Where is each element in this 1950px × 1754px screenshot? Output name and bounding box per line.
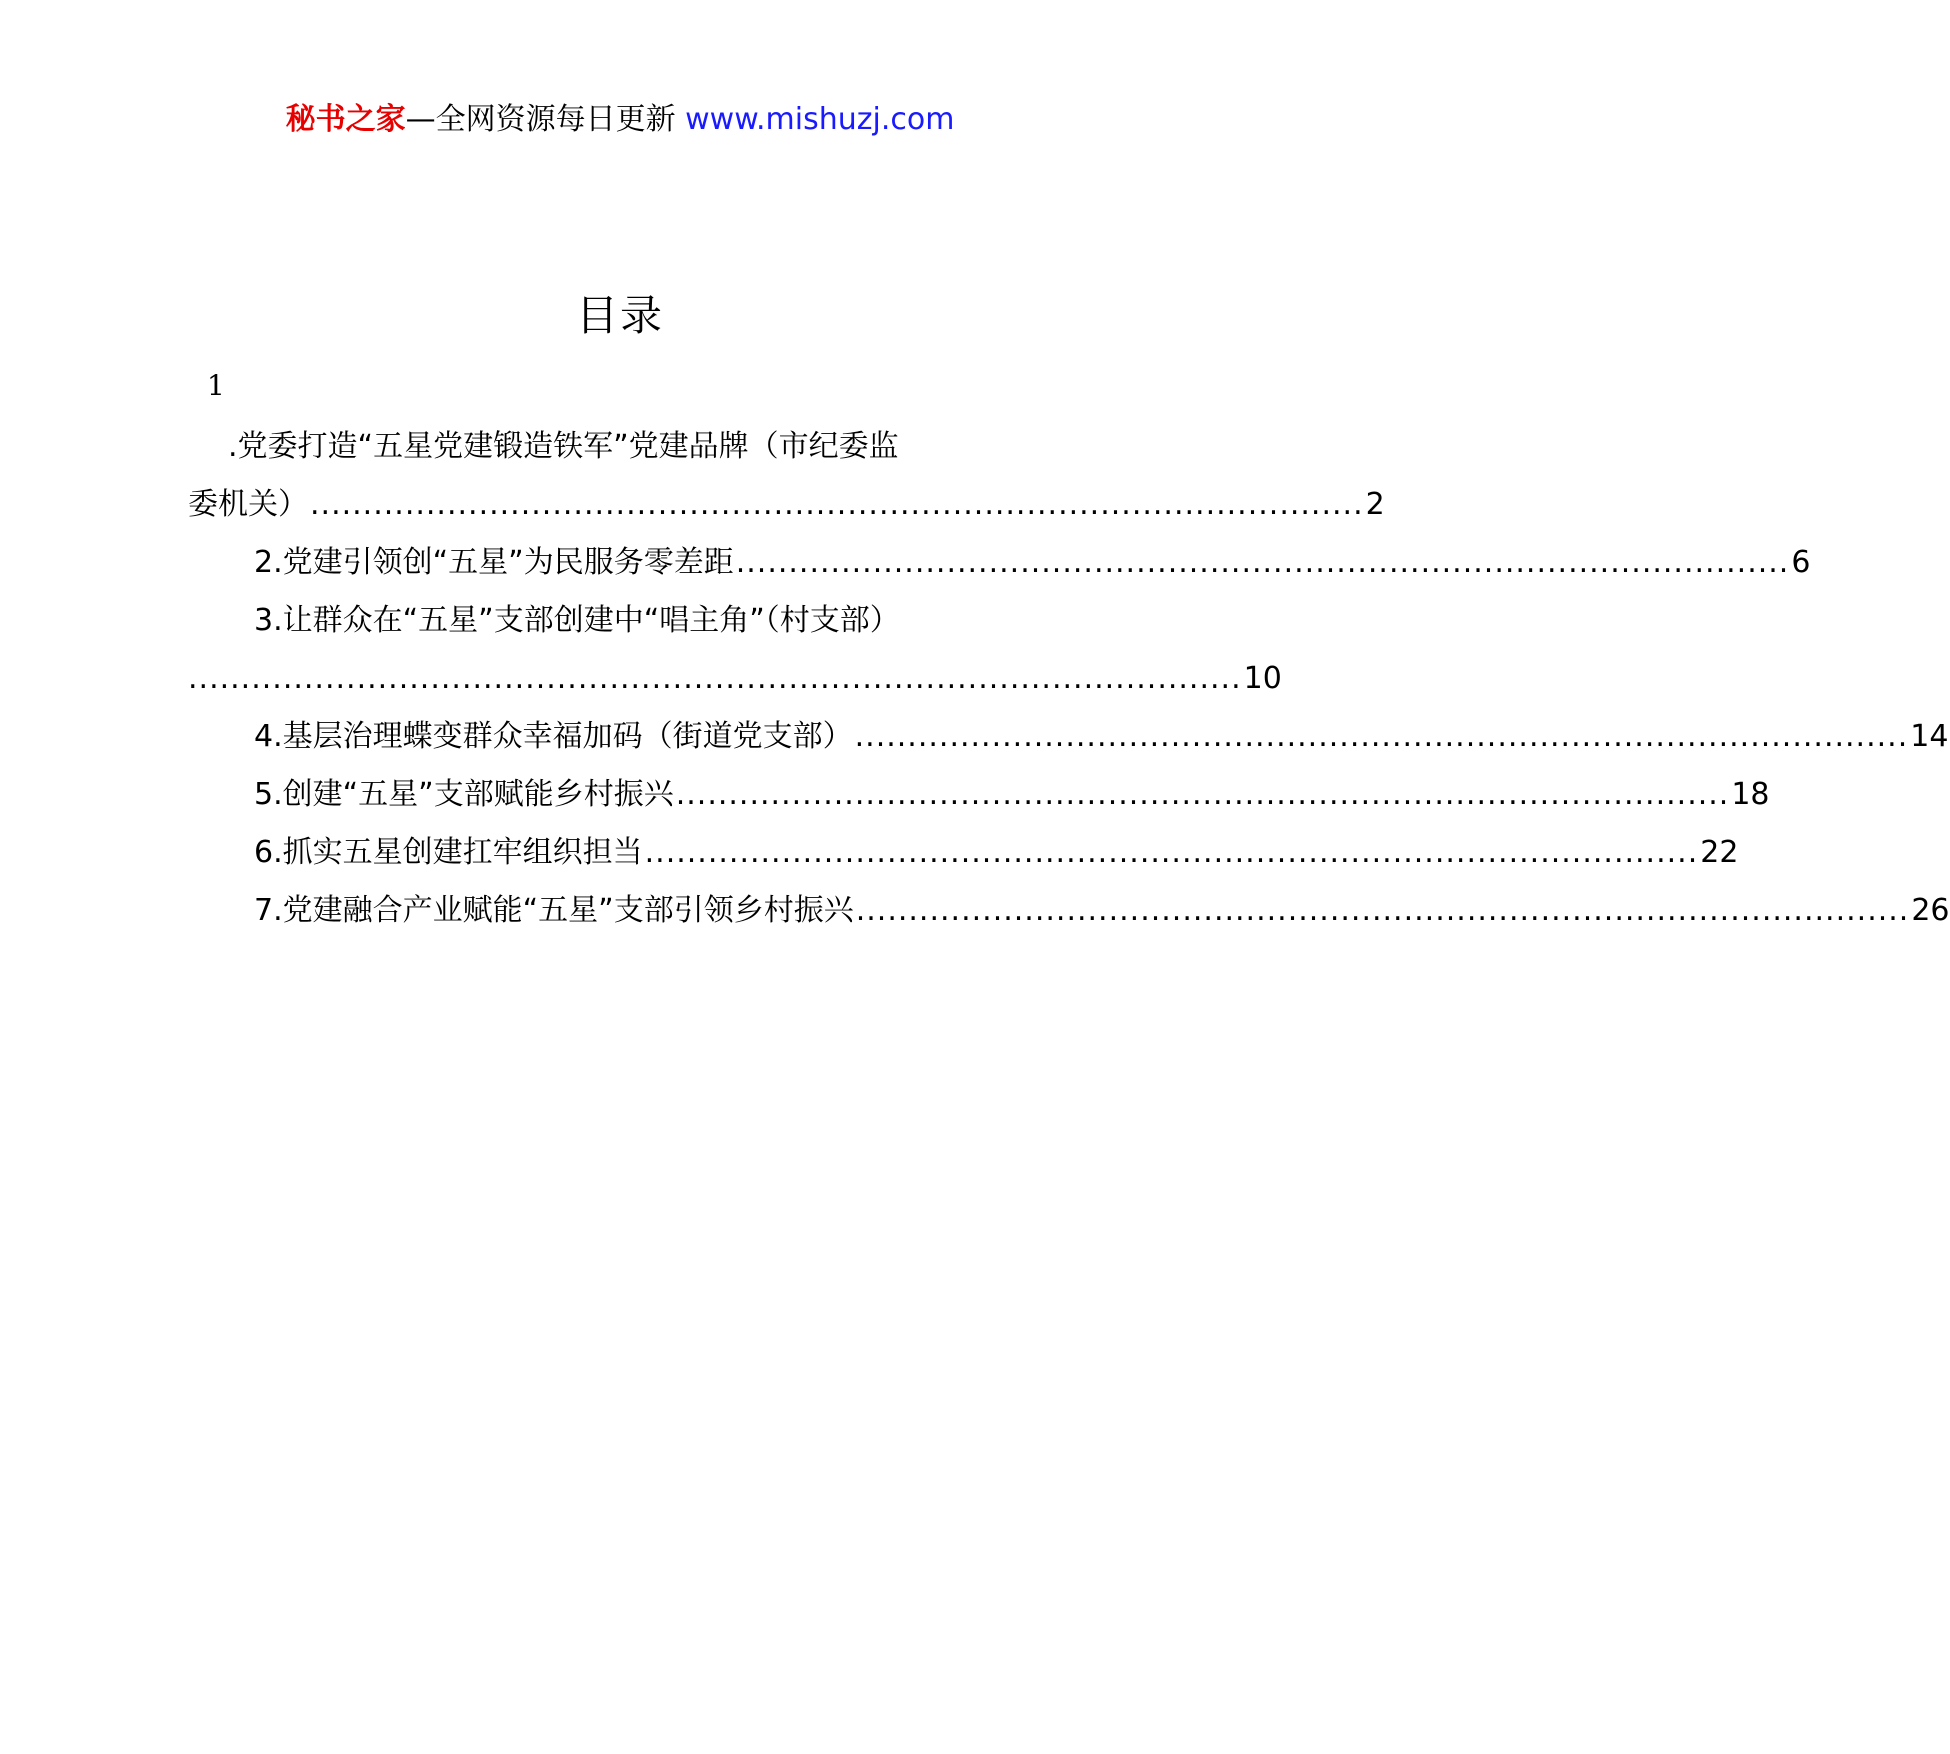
toc-entry-5[interactable] xyxy=(188,773,1770,817)
toc-page-number: 6 xyxy=(1791,545,1811,580)
toc-entry-text: 7.党建融合产业赋能“五星”支部引领乡村振兴 xyxy=(254,893,854,928)
toc-entry-text: .党委打造“五星党建锻造铁军”党建品牌（市纪委监 xyxy=(228,429,899,464)
document-title: 目录 xyxy=(575,291,664,340)
toc-entry-2[interactable] xyxy=(188,541,1811,585)
toc-page-number: 18 xyxy=(1731,777,1770,812)
toc-entry-1-line-2[interactable] xyxy=(188,483,1385,527)
toc-entry-text: 5.创建“五星”支部赋能乡村振兴 xyxy=(254,777,674,812)
toc-leader: .................................................................................................... xyxy=(644,835,1699,870)
stray-number: 1 xyxy=(207,369,225,402)
toc-entry-text: 委机关） xyxy=(188,487,308,522)
toc-entry-7[interactable] xyxy=(188,889,1950,933)
toc-leader: .................................................................................................... xyxy=(735,545,1790,580)
toc-leader: .................................................................................................... xyxy=(188,661,1242,696)
toc-page-number: 22 xyxy=(1700,835,1739,870)
header-tagline: —全网资源每日更新 xyxy=(405,102,686,137)
toc-entry-text: 4.基层治理蝶变群众幸福加码（街道党支部） xyxy=(254,719,853,754)
toc-page-number: 10 xyxy=(1243,661,1282,696)
toc-entry-text: 2.党建引领创“五星”为民服务零差距 xyxy=(254,545,734,580)
toc-entry-1-line-1[interactable] xyxy=(188,425,1050,469)
header-url[interactable]: www.mishuzj.com xyxy=(685,102,955,137)
toc-entry-text: 6.抓实五星创建扛牢组织担当 xyxy=(254,835,643,870)
page-header xyxy=(0,100,1240,140)
toc-leader: .................................................................................................... xyxy=(310,487,1364,522)
brand-name: 秘书之家 xyxy=(285,102,406,137)
toc-leader: .................................................................................................... xyxy=(675,777,1730,812)
toc-entry-4[interactable] xyxy=(188,715,1949,759)
toc-leader: .................................................................................................... xyxy=(855,893,1910,928)
toc-page-number: 26 xyxy=(1911,893,1950,928)
toc-page-number: 14 xyxy=(1910,719,1949,754)
toc-entry-6[interactable] xyxy=(188,831,1739,875)
toc-entry-3-line-1[interactable] xyxy=(188,599,1050,643)
toc-page-number: 2 xyxy=(1365,487,1385,522)
toc-leader: .................................................................................................... xyxy=(854,719,1909,754)
toc-entry-text: 3.让群众在“五星”支部创建中“唱主角”（村支部） xyxy=(254,603,900,638)
toc-entry-3-line-2[interactable] xyxy=(188,657,1282,701)
